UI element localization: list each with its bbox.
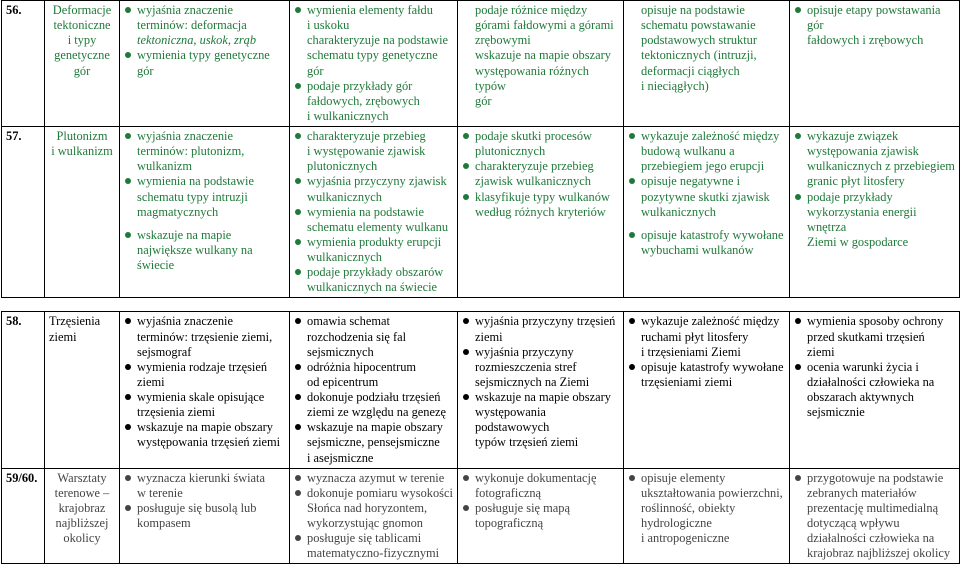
list-item-line: sejsmicznych [307, 344, 374, 359]
list-item-line: sejsmicznych na Ziemi [475, 374, 590, 389]
list-item-line: tektoniczna, uskok, zrąb [137, 33, 257, 48]
list-item-line: przed skutkami trzęsień ziemi [807, 329, 925, 359]
requirement-cell [458, 312, 624, 468]
list-item-line: terminów: deformacja [137, 18, 247, 33]
list-item-line: schematu elementy wulkanu [307, 219, 449, 234]
table-row [2, 1, 960, 127]
list-item: opisuje elementy [628, 471, 785, 486]
list-item-line: wskazuje na mapie obszary [475, 48, 611, 63]
list-item: podaje przykłady gór [294, 79, 453, 94]
list-item: klasyfikuje typy wulkanów [462, 190, 619, 205]
list-item-line: fotograficzną [475, 485, 542, 500]
list-item-line: budową wulkanu a [641, 144, 735, 159]
list-item-line: ukształtowania powierzchni, [641, 485, 783, 500]
list-item-line: roślinność, obiekty [641, 500, 736, 515]
list-item-line: schematu powstawanie [641, 18, 756, 33]
list-item: ocenia warunki życia i [794, 360, 955, 375]
list-item-line: hydrologiczne [641, 516, 712, 530]
list-item-line: i wulkanicznych [307, 108, 389, 123]
list-item-line: działalności człowieka na [807, 374, 935, 389]
list-item: posługuje się tablicami [294, 531, 453, 546]
list-item: przygotowuje na podstawie [794, 471, 955, 486]
list-item-line: charakteryzuje na podstawie [307, 33, 449, 48]
requirement-cell [290, 127, 458, 298]
list-item-line: świecie [137, 258, 175, 272]
list-item: charakteryzuje przebieg [294, 129, 453, 144]
requirement-cell [290, 468, 458, 564]
list-item: dokonuje pomiaru wysokości [294, 486, 453, 501]
list-item: opisuje negatywne i [628, 174, 785, 189]
list-item-line: topograficzną [475, 516, 544, 530]
list-item: wyznacza azymut w terenie [294, 471, 453, 486]
list-item-line: wykorzystując gnomon [307, 516, 423, 530]
list-item: wyjaśnia przyczyny trzęsień [462, 314, 619, 329]
list-item: omawia schemat [294, 314, 453, 329]
requirement-cell [120, 1, 290, 127]
list-item-line: wykorzystania energii wnętrza [807, 204, 917, 234]
list-item-line: ziemi [475, 329, 503, 344]
requirement-cell [790, 468, 960, 564]
list-item-line: terminów: plutonizm, [137, 144, 245, 159]
list-item: wyjaśnia znaczenie [124, 129, 285, 144]
lesson-topic [45, 127, 120, 298]
lesson-topic [45, 468, 120, 564]
list-item-line: i antropogeniczne [641, 531, 730, 546]
list-item-line: występowania zjawisk [807, 144, 919, 159]
topic-line: najbliższej [55, 516, 109, 530]
requirement-cell [790, 127, 960, 298]
topic-line: Plutonizm [56, 129, 108, 143]
list-item-line: gór [307, 63, 324, 78]
list-item-line: plutonicznych [307, 159, 378, 174]
topic-line: Warsztaty [57, 470, 107, 485]
list-item-line: ruchami płyt litosfery [641, 329, 749, 344]
list-item-line: działalności człowieka na [807, 531, 935, 546]
list-item: wymienia sposoby ochrony [794, 314, 955, 329]
list-item-line: występowania trzęsień ziemi [137, 435, 281, 450]
list-item: podaje przykłady obszarów [294, 265, 453, 280]
list-item-line: największe wulkany na [137, 242, 253, 257]
list-item-line: i nieciągłych) [641, 78, 709, 93]
list-item: wymienia skale opisujące [124, 390, 285, 405]
topic-line: Deformacje [52, 3, 112, 17]
list-item: wymienia na podstawie [294, 205, 453, 220]
requirements-table [1, 0, 960, 564]
list-item: wyjaśnia znaczenie [124, 3, 285, 18]
list-item-line: obszarach aktywnych [807, 390, 914, 404]
lesson-number: 59/60. [2, 468, 45, 564]
list-item-line: trzęsienia ziemi [137, 405, 216, 420]
list-item: wymienia typy genetyczne [124, 48, 285, 63]
list-item-line: tektonicznych (intruzji, [641, 48, 757, 63]
lesson-topic [45, 312, 120, 468]
list-item-line: w terenie [137, 485, 183, 500]
requirement-cell [458, 127, 624, 298]
list-item: podaje skutki procesów [462, 129, 619, 144]
list-item-line: wulkanicznych na świecie [307, 280, 438, 295]
list-item: opisuje etapy powstawania gór [794, 3, 955, 33]
requirement-cell [624, 468, 790, 564]
list-item-line: plutonicznych [475, 144, 546, 159]
table-row [2, 312, 960, 468]
lesson-topic [45, 1, 120, 127]
list-item-line: rozmieszczenia stref [475, 359, 577, 374]
list-item: wyjaśnia przyczyny zjawisk [294, 174, 453, 189]
table-row [2, 468, 960, 564]
list-item: wskazuje na mapie obszary [124, 420, 285, 435]
list-item-line: wulkanicznych z przebiegiem [807, 159, 955, 174]
list-item-line: prezentację multimedialną [807, 500, 939, 515]
list-item-line: podstawowych struktur [641, 33, 757, 48]
list-item: wymienia elementy fałdu [294, 3, 453, 18]
list-item: wykazuje zależność między [628, 314, 785, 329]
list-item: wyjaśnia znaczenie [124, 314, 285, 329]
list-item-line: i występowanie zjawisk [307, 144, 426, 159]
list-item-line: krajobraz najbliższej okolicy [807, 546, 951, 561]
list-item-line: wulkanicznych [307, 189, 383, 204]
list-item-line: przebiegiem jego erupcji [641, 159, 765, 174]
topic-line: i wulkanizm [51, 144, 113, 159]
requirement-cell [624, 1, 790, 127]
topic-line: ziemi [49, 329, 77, 344]
list-item-line: gór [475, 93, 492, 108]
list-item: wykonuje dokumentację [462, 471, 619, 486]
list-item-line: pozytywne skutki zjawisk [641, 189, 770, 204]
list-item-line: opisuje na podstawie [641, 3, 745, 17]
list-item-line: ziemi [137, 374, 165, 389]
requirement-cell [290, 312, 458, 468]
list-item: wskazuje na mapie [124, 228, 285, 243]
list-item-line: sejsmograf [137, 344, 192, 359]
list-item-line: sejsmicznie [807, 405, 865, 420]
list-item-line: wulkanicznych [641, 204, 717, 219]
list-item-line: wybuchami wulkanów [641, 242, 754, 257]
requirement-cell [624, 127, 790, 298]
list-item-line: i trzęsieniami Ziemi [641, 344, 741, 359]
topic-line: krajobraz [58, 500, 106, 515]
list-item: wymienia produkty erupcji [294, 235, 453, 250]
list-item-line: i asejsmiczne [307, 450, 374, 465]
list-item-line: deformacji ciągłych [641, 63, 740, 78]
list-item-line: gór [137, 63, 154, 78]
list-item: dokonuje podziału trzęsień [294, 390, 453, 405]
requirement-cell [458, 1, 624, 127]
list-item: opisuje katastrofy wywołane [628, 360, 785, 375]
list-item: wskazuje na mapie obszary [462, 390, 619, 405]
list-item-line: Ziemi w gospodarce [807, 234, 909, 249]
list-item-line: górami fałdowymi a górami [475, 18, 614, 33]
row-spacer [2, 298, 960, 312]
list-item-line: terminów: trzęsienie ziemi, [137, 329, 273, 344]
requirement-cell [120, 127, 290, 298]
list-item-line: zrębowymi [475, 33, 531, 48]
requirement-cell [624, 312, 790, 468]
list-item-line: podaje różnice między [475, 3, 588, 17]
list-item-line: fałdowych i zrębowych [807, 33, 924, 48]
list-item: wymienia na podstawie [124, 174, 285, 189]
lesson-number: 58. [2, 312, 45, 468]
requirement-cell [790, 312, 960, 468]
list-item: wyjaśnia przyczyny [462, 345, 619, 360]
list-item-line: typów trzęsień ziemi [475, 435, 579, 450]
list-item-line: granic płyt litosfery [807, 174, 905, 189]
list-item-line: występowania podstawowych [475, 405, 550, 435]
requirement-cell [120, 312, 290, 468]
list-item-line: wulkanizm [137, 159, 193, 174]
list-item-line: Słońca nad horyzontem, [307, 500, 428, 515]
list-item-line: kompasem [137, 516, 191, 530]
list-item-line: matematyczno-fizycznymi [307, 546, 440, 561]
table-row [2, 127, 960, 298]
list-item: wykazuje związek [794, 129, 955, 144]
list-item: wskazuje na mapie obszary [294, 420, 453, 435]
list-item: opisuje katastrofy wywołane [628, 228, 785, 243]
list-item-line: zebranych materiałów [807, 485, 917, 500]
list-item-line: zjawisk wulkanicznych [475, 174, 591, 189]
list-item-line: i uskoku [307, 18, 350, 33]
list-item: odróżnia hipocentrum [294, 360, 453, 375]
list-item: posługuje się busolą lub [124, 501, 285, 516]
list-item-line: ziemi ze względu na genezę [307, 405, 446, 420]
requirement-cell [458, 468, 624, 564]
list-item-line: rozchodzenia się fal [307, 329, 407, 344]
list-item-line: od epicentrum [307, 374, 379, 389]
list-item: podaje przykłady [794, 190, 955, 205]
topic-line: i typy [67, 33, 97, 48]
list-item: posługuje się mapą [462, 501, 619, 516]
requirement-cell [120, 468, 290, 564]
list-item-line: trzęsieniami ziemi [641, 374, 733, 389]
list-item-line: sejsmiczne, pensejsmiczne [307, 435, 440, 450]
lesson-number: 57. [2, 127, 45, 298]
list-item: charakteryzuje przebieg [462, 159, 619, 174]
topic-line: Trzęsienia [49, 314, 101, 329]
list-item-line: dotyczącą wpływu [807, 516, 900, 530]
list-item: wymienia rodzaje trzęsień [124, 360, 285, 375]
list-item-line: schematu typy intruzji [137, 189, 248, 204]
lesson-number: 56. [2, 1, 45, 127]
requirement-cell [290, 1, 458, 127]
requirement-cell [790, 1, 960, 127]
list-item: wyznacza kierunki świata [124, 471, 285, 486]
list-item-line: według różnych kryteriów [475, 204, 606, 219]
list-item-line: występowania różnych typów [475, 63, 589, 93]
list-item-line: fałdowych, zrębowych [307, 93, 420, 108]
list-item-line: magmatycznych [137, 204, 219, 219]
topic-line: okolicy [63, 531, 101, 546]
list-item-line: wulkanicznych [307, 250, 383, 264]
list-item: wykazuje zależność między [628, 129, 785, 144]
topic-line: genetyczne gór [54, 48, 110, 78]
topic-line: tektoniczne [53, 18, 111, 33]
topic-line: terenowe – [54, 485, 110, 500]
list-item-line: schematu typy genetyczne [307, 48, 438, 63]
